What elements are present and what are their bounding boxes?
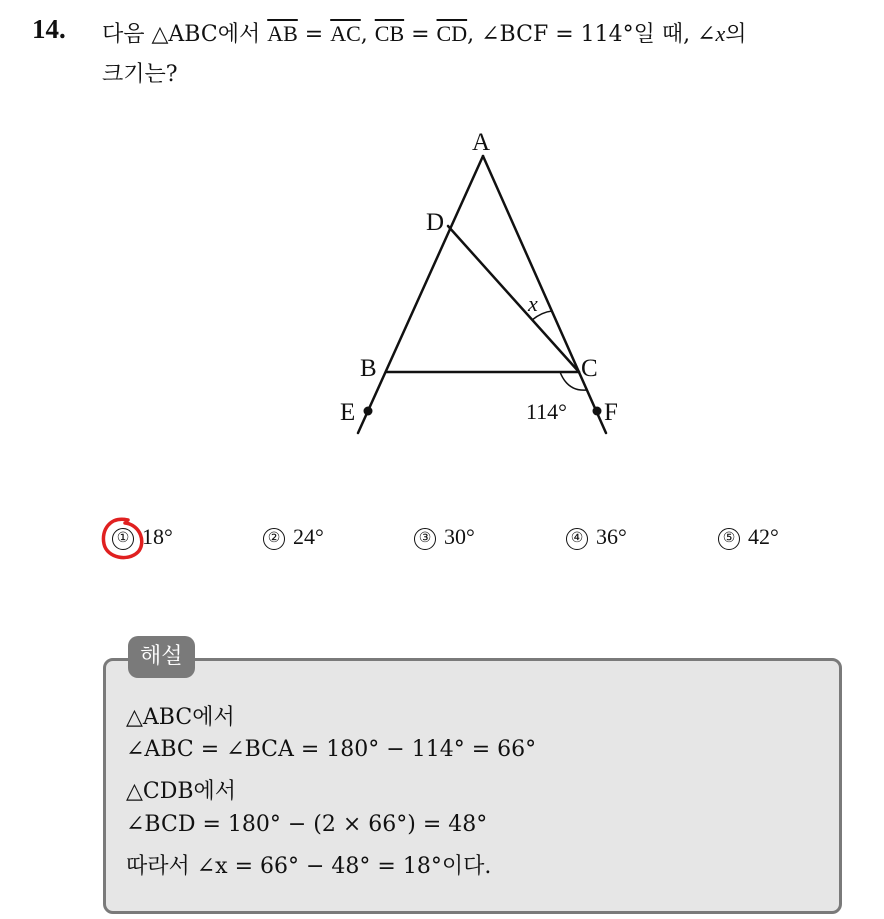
point-f: [593, 407, 602, 416]
choice-number: ②: [263, 528, 285, 550]
choice-4[interactable]: [566, 524, 627, 550]
question-text-line1: [102, 17, 747, 48]
label-a: A: [472, 129, 491, 156]
question-text-part: ,: [360, 22, 375, 47]
label-e: E: [340, 399, 356, 426]
question-text-part: =: [297, 22, 331, 47]
choice-number: ④: [566, 528, 588, 550]
solution-line: ∠ABC = ∠BCA = 180° − 114° = 66°: [126, 737, 537, 762]
solution-line: △CDB에서: [126, 779, 237, 804]
segment-cb: $\overline{CB}$: [374, 21, 405, 46]
choice-number: ①: [112, 528, 134, 550]
segment-ab: $\overline{AB}$: [267, 21, 298, 46]
question-text-part: , ∠BCF = 114°일 때, ∠: [467, 22, 716, 47]
solution-line: △ABC에서: [126, 705, 235, 730]
choice-value: 42°: [748, 524, 779, 549]
question-number: 14.: [32, 14, 66, 44]
line-ae: [358, 156, 483, 433]
segment-dc: [448, 226, 579, 372]
label-b: B: [360, 355, 377, 382]
question-text-line2: 크기는?: [102, 62, 178, 87]
solution-line: ∠BCD = 180° − (2 × 66°) = 48°: [126, 812, 488, 837]
solution-title: 해설: [128, 636, 195, 678]
choice-2[interactable]: [263, 524, 324, 550]
answer-mark-icon: [98, 514, 148, 564]
label-114: 114°: [526, 399, 567, 424]
question-text-part: =: [404, 22, 437, 47]
solution-line: 따라서 ∠x = 66° − 48° = 18°이다.: [126, 854, 492, 879]
point-e: [364, 407, 373, 416]
choice-value: 30°: [444, 524, 475, 549]
variable-x: x: [715, 21, 726, 46]
choice-value: 18°: [142, 524, 173, 549]
label-c: C: [581, 355, 598, 382]
triangle-figure: [330, 120, 630, 440]
segment-ac: $\overline{AC}$: [330, 21, 361, 46]
segment-cd: $\overline{CD}$: [436, 21, 468, 46]
choice-3[interactable]: [414, 524, 475, 550]
choice-value: 24°: [293, 524, 324, 549]
choice-value: 36°: [596, 524, 627, 549]
choice-5[interactable]: [718, 524, 779, 550]
label-d: D: [426, 209, 445, 236]
label-f: F: [604, 399, 618, 426]
choice-number: ③: [414, 528, 436, 550]
label-x: x: [528, 291, 538, 316]
choice-number: ⑤: [718, 528, 740, 550]
line-af: [483, 156, 606, 433]
question-text-part: 다음 △ABC에서: [102, 22, 268, 47]
question-text-part: 의: [725, 22, 747, 47]
